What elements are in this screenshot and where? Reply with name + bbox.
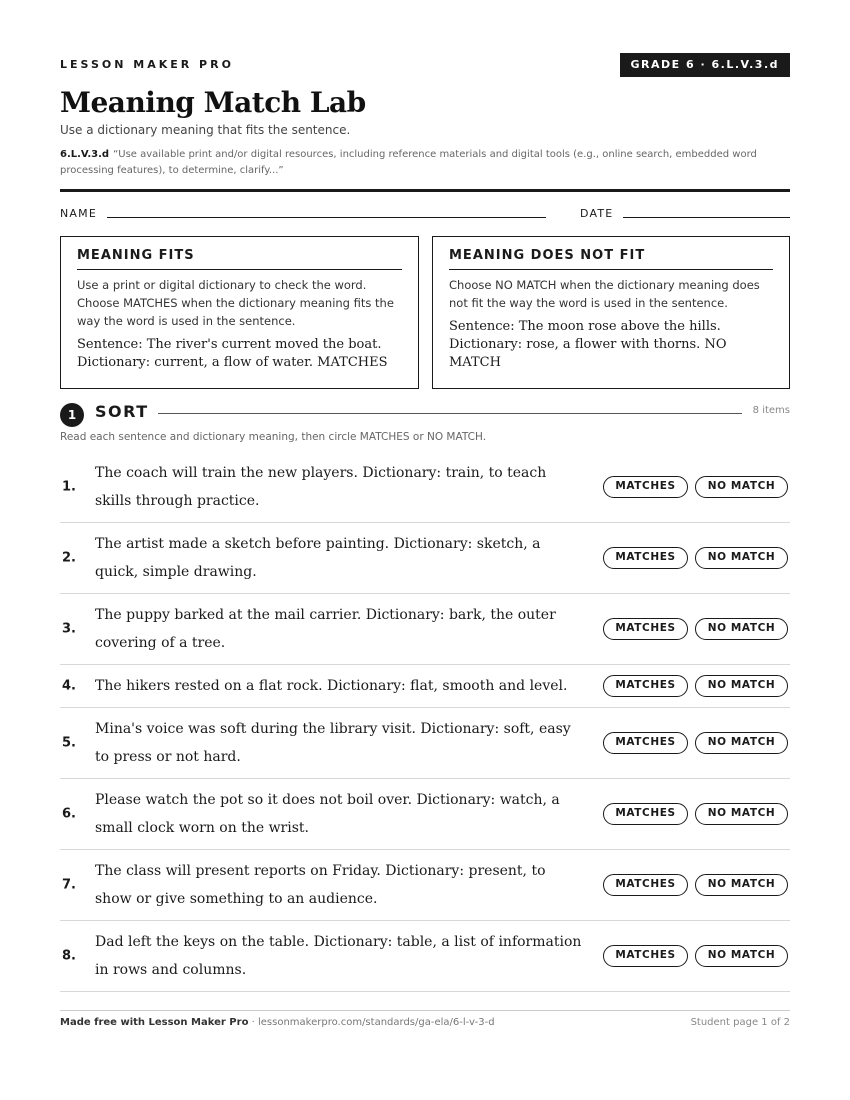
item-number: 1. [62, 479, 76, 495]
item-list [60, 452, 790, 992]
matches-option[interactable]: MATCHES [603, 675, 688, 697]
box-example: Sentence: The moon rose above the hills. Dictionary: rose, a flower with thorns. NO MATCH [449, 319, 727, 370]
item-number: 5. [62, 735, 76, 751]
section-title: SORT [95, 402, 149, 421]
item-sentence: The hikers rested on a flat rock. Dictionary: flat, smooth and level. [95, 678, 568, 694]
brand-name: LESSON MAKER PRO [60, 58, 234, 71]
list-item [60, 594, 790, 665]
footer-made-with: Made free with Lesson Maker Pro [60, 1017, 249, 1028]
answer-options [603, 874, 788, 896]
name-field[interactable] [107, 217, 546, 218]
answer-options [603, 547, 788, 569]
item-sentence: The class will present reports on Friday. Dictionary: present, to show or give something to an audience. [95, 863, 546, 907]
no-match-option[interactable]: NO MATCH [695, 547, 788, 569]
item-sentence: Dad left the keys on the table. Dictionary: table, a list of information in rows and columns. [95, 934, 582, 978]
footer-credit [60, 1017, 495, 1028]
footer-url[interactable]: · lessonmakerpro.com/standards/ga-ela/6-l-v-3-d [248, 1017, 495, 1028]
item-number: 7. [62, 877, 76, 893]
name-label: NAME [60, 207, 97, 220]
matches-option[interactable]: MATCHES [603, 476, 688, 498]
list-item [60, 850, 790, 921]
item-number: 8. [62, 948, 76, 964]
footer-divider [60, 1010, 790, 1011]
item-sentence: Please watch the pot so it does not boil over. Dictionary: watch, a small clock worn on the wrist. [95, 792, 560, 836]
box-body: Choose NO MATCH when the dictionary meaning does not fit the way the word is used in the sentence. [449, 278, 760, 310]
page-title: Meaning Match Lab [60, 86, 366, 119]
item-number: 4. [62, 678, 76, 694]
answer-options [603, 732, 788, 754]
no-match-option[interactable]: NO MATCH [695, 945, 788, 967]
box-title: MEANING FITS [77, 248, 402, 270]
list-item [60, 665, 790, 708]
worksheet-page [60, 0, 790, 1100]
grade-badge: GRADE 6 · 6.L.V.3.d [620, 53, 790, 77]
matches-option[interactable]: MATCHES [603, 547, 688, 569]
no-match-option[interactable]: NO MATCH [695, 803, 788, 825]
page-subtitle: Use a dictionary meaning that fits the sentence. [60, 123, 351, 137]
meaning-does-not-fit-box [432, 236, 790, 389]
box-example: Sentence: The river's current moved the boat. Dictionary: current, a flow of water. MATCHES [77, 337, 388, 370]
section-instructions: Read each sentence and dictionary meaning, then circle MATCHES or NO MATCH. [60, 431, 487, 443]
list-item [60, 779, 790, 850]
box-title: MEANING DOES NOT FIT [449, 248, 773, 270]
matches-option[interactable]: MATCHES [603, 732, 688, 754]
list-item [60, 921, 790, 992]
date-field[interactable] [623, 217, 790, 218]
answer-options [603, 803, 788, 825]
item-number: 3. [62, 621, 76, 637]
item-number: 6. [62, 806, 76, 822]
no-match-option[interactable]: NO MATCH [695, 732, 788, 754]
matches-option[interactable]: MATCHES [603, 874, 688, 896]
item-sentence: The puppy barked at the mail carrier. Dictionary: bark, the outer covering of a tree. [95, 607, 556, 651]
list-item [60, 708, 790, 779]
matches-option[interactable]: MATCHES [603, 803, 688, 825]
no-match-option[interactable]: NO MATCH [695, 675, 788, 697]
list-item [60, 452, 790, 523]
section-number-badge: 1 [60, 403, 84, 427]
section-divider [158, 413, 742, 414]
item-sentence: Mina's voice was soft during the library visit. Dictionary: soft, easy to press or not hard. [95, 721, 571, 765]
item-count: 8 items [752, 405, 790, 416]
standard-description [60, 147, 790, 179]
no-match-option[interactable]: NO MATCH [695, 476, 788, 498]
item-sentence: The artist made a sketch before painting. Dictionary: sketch, a quick, simple drawing. [95, 536, 541, 580]
item-number: 2. [62, 550, 76, 566]
answer-options [603, 476, 788, 498]
answer-options [603, 945, 788, 967]
list-item [60, 523, 790, 594]
page-indicator: Student page 1 of 2 [690, 1017, 790, 1028]
meaning-fits-box [60, 236, 419, 389]
date-label: DATE [580, 207, 614, 220]
answer-options [603, 618, 788, 640]
matches-option[interactable]: MATCHES [603, 945, 688, 967]
standard-code: 6.L.V.3.d [60, 149, 110, 160]
box-body: Use a print or digital dictionary to check the word. Choose MATCHES when the dictionary meaning fits the way the word is used in the sentence. [77, 278, 394, 328]
answer-options [603, 675, 788, 697]
no-match-option[interactable]: NO MATCH [695, 618, 788, 640]
matches-option[interactable]: MATCHES [603, 618, 688, 640]
standard-text: “Use available print and/or digital resources, including reference materials and digital tools (e.g., online search, embedded word processing features), to determine, clarify...” [60, 149, 757, 176]
no-match-option[interactable]: NO MATCH [695, 874, 788, 896]
header-divider [60, 189, 790, 192]
item-sentence: The coach will train the new players. Dictionary: train, to teach skills through practice. [95, 465, 547, 509]
